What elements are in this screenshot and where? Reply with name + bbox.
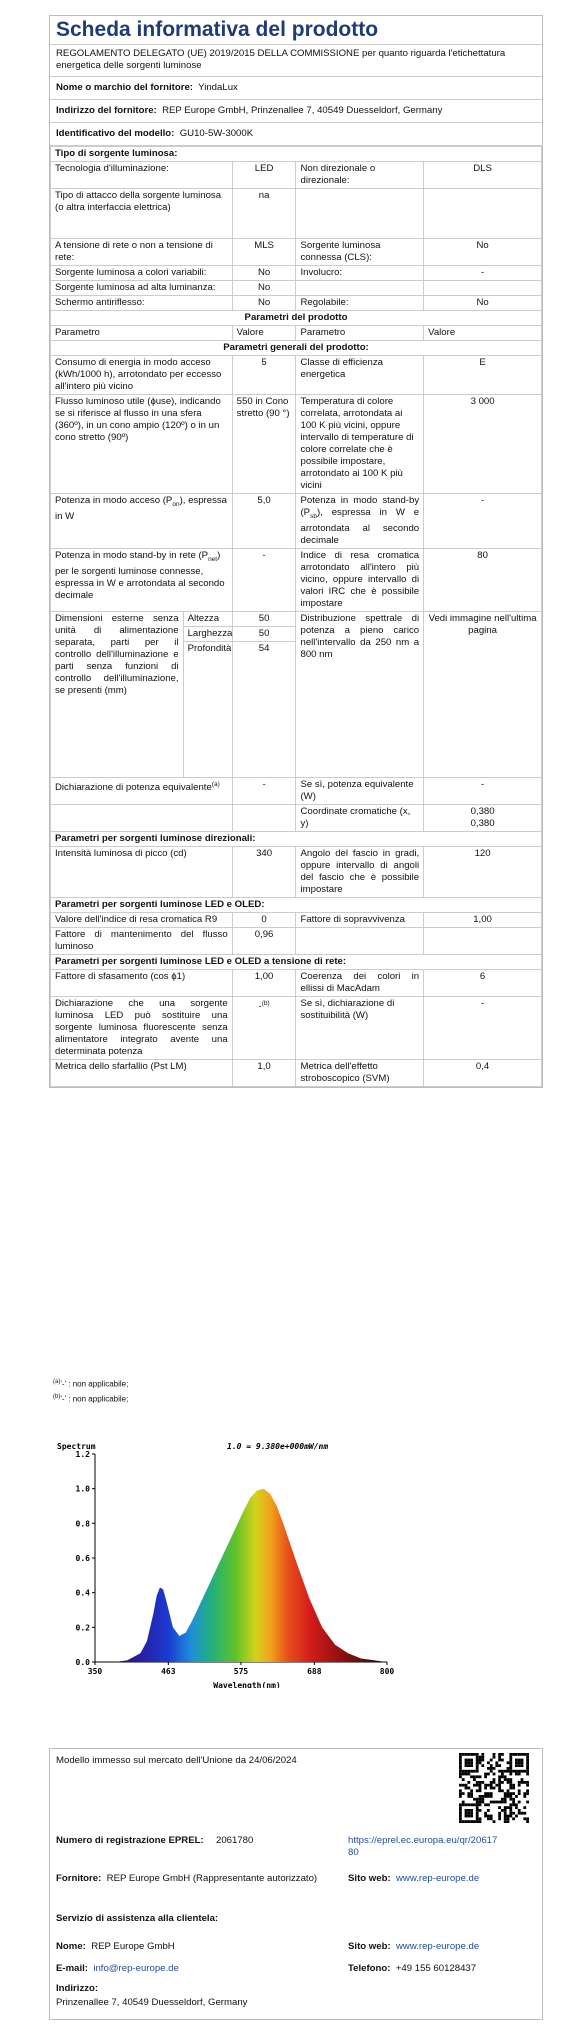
- y-tick-label: 0.8: [75, 1519, 90, 1529]
- table-row: Coordinate cromatiche (x, y) 0,380 0,380: [51, 804, 542, 831]
- spec-table: [50, 146, 542, 1087]
- directional-heading: Parametri per sorgenti luminose direzionali:: [51, 831, 542, 846]
- table-row: Tipo di attacco della sorgente luminosa (o altra interfaccia elettrica) na: [51, 189, 542, 239]
- chart-annotation: 1.0 = 9.380e+000mW/nm: [227, 1442, 329, 1451]
- website-link-2[interactable]: www.rep-europe.de: [395, 1941, 480, 1952]
- footnote: $^{(a)}$'-' : non applicabile;: [53, 1379, 129, 1389]
- email-link[interactable]: info@rep-europe.de: [93, 1963, 179, 1974]
- table-row: Sorgente luminosa ad alta luminanza: No: [51, 281, 542, 296]
- supplier-line: Fornitore: REP Europe GmbH (Rappresentante autorizzato): [56, 1873, 318, 1884]
- y-tick-label: 0.2: [75, 1623, 90, 1633]
- mains-heading: Parametri per sorgenti luminose LED e OLED a tensione di rete:: [51, 954, 542, 969]
- address-label: Indirizzo:: [56, 1983, 99, 1994]
- table-row: Valore dell'indice di resa cromatica R9 0 Fattore di sopravvivenza 1,00: [51, 912, 542, 927]
- email-line: E-mail: info@rep-europe.de: [56, 1963, 179, 1974]
- source-type-heading: Tipo di sorgente luminosa:: [51, 147, 542, 162]
- x-axis-label: Wavelength(nm): [213, 1681, 281, 1688]
- supplier-row: Nome o marchio del fornitore: YindaLux: [50, 77, 542, 100]
- product-information-sheet: [49, 15, 543, 1088]
- table-row: Larghezza 50: [51, 626, 542, 641]
- address-value: Prinzenallee 7, 40549 Duesseldorf, Germany: [56, 1997, 248, 2008]
- y-tick-label: 1.2: [75, 1450, 90, 1459]
- qr-code-icon: [459, 1753, 529, 1823]
- table-row: Fattore di mantenimento del flusso luminoso 0,96: [51, 927, 542, 954]
- spectrum-chart: [57, 1438, 413, 1688]
- x-tick-label: 575: [233, 1667, 249, 1676]
- table-row: Profondità 54: [51, 641, 542, 777]
- service-heading: Servizio di assistenza alla clientela:: [56, 1913, 219, 1924]
- table-row: Dichiarazione di potenza equivalente$^{(a)}$ - Se sì, potenza equivalente (W) -: [51, 777, 542, 804]
- table-row: Flusso luminoso utile (ɸuse), indicando se si riferisce al flusso in una sfera (360º), in un cono ampio (120º) o in un cono stretto (90º) 550 in Cono stretto (90 °) Temperatura di colore correlata, arrotondata ai 100 K più vicini, oppure intervallo di temperature di colore correlate che è possibile impostare, arrotondato ai 100 K più vicini 3 000: [51, 395, 542, 494]
- general-heading: Parametri generali del prodotto:: [51, 341, 542, 356]
- table-row: Schermo antiriflesso: No Regolabile: No: [51, 296, 542, 311]
- table-row: Tecnologia d'illuminazione: LED Non direzionale o direzionale: DLS: [51, 162, 542, 189]
- x-tick-label: 350: [87, 1667, 103, 1676]
- table-row: Dimensioni esterne senza unità di alimentazione separata, parti per il controllo dell'illuminazione e parti senza funzioni di controllo dell'illuminazione, se presenti (mm) Altezza 50 Distribuzione spettrale di potenza a pieno carico nell'intervallo da 250 nm a 800 nm Vedi immagine nell'ultima pagina: [51, 611, 542, 626]
- spectrum-area: [95, 1489, 387, 1662]
- chart-title: Spectrum: [57, 1442, 96, 1451]
- table-row: A tensione di rete o non a tensione di rete: MLS Sorgente luminosa connessa (CLS): No: [51, 239, 542, 266]
- spectrum-svg: [57, 1438, 413, 1688]
- footnote: $^{(b)}$'-' : non applicabile;: [53, 1393, 129, 1404]
- name-line: Nome: REP Europe GmbH: [56, 1941, 175, 1952]
- x-tick-label: 688: [307, 1667, 322, 1676]
- phone-line: Telefono: +49 155 60128437: [348, 1963, 477, 1974]
- table-row: Fattore di sfasamento (cos ϕ1) 1,00 Coerenza dei colori in ellissi di MacAdam 6: [51, 969, 542, 996]
- eprel-link[interactable]: https://eprel.ec.europa.eu/qr/2061780: [348, 1835, 498, 1858]
- website-link[interactable]: www.rep-europe.de: [395, 1873, 480, 1884]
- footnotes: [53, 1376, 128, 1405]
- market-date: Modello immesso sul mercato dell'Unione da 24/06/2024: [56, 1755, 297, 1766]
- params-heading: Parametri del prodotto: [51, 311, 542, 326]
- regulation-text: REGOLAMENTO DELEGATO (UE) 2019/2015 DELLA COMMISSIONE per quanto riguarda l'etichettatura energetica delle sorgenti luminose: [50, 45, 542, 77]
- y-tick-label: 0.0: [75, 1658, 90, 1667]
- table-row: Metrica dello sfarfallio (Pst LM) 1,0 Metrica dell'effetto stroboscopico (SVM) 0,4: [51, 1059, 542, 1086]
- table-row: Intensità luminosa di picco (cd) 340 Angolo del fascio in gradi, oppure intervallo di angoli del fascio che è possibile impostare 120: [51, 846, 542, 897]
- led-heading: Parametri per sorgenti luminose LED e OLED:: [51, 897, 542, 912]
- website-line: Sito web: www.rep-europe.de: [348, 1873, 480, 1884]
- eprel-value: 2061780: [216, 1835, 254, 1846]
- y-tick-label: 0.4: [75, 1588, 90, 1598]
- page-title: Scheda informativa del prodotto: [50, 16, 542, 45]
- table-row: Potenza in modo stand-by in rete $(P_{net})$ per le sorgenti luminose connesse, espressa in W e arrotondata al secondo decimale - Indice di resa cromatica arrotondato all'intero più vicino, oppure intervallo di valori IRC che è possibile impostare 80: [51, 548, 542, 611]
- table-row: Consumo di energia in modo acceso (kWh/1000 h), arrotondato per eccesso all'intero più vicino 5 Classe di efficienza energetica E: [51, 356, 542, 395]
- website-line-2: Sito web: www.rep-europe.de: [348, 1941, 480, 1952]
- eprel-label: Numero di registrazione EPREL:: [56, 1835, 204, 1846]
- footer-panel: [49, 1748, 543, 2020]
- column-headers: Parametro Valore Parametro Valore: [51, 326, 542, 341]
- y-tick-label: 0.6: [75, 1554, 90, 1563]
- table-row: Dichiarazione che una sorgente luminosa LED può sostituire una sorgente luminosa fluorescente senza alimentatore integrato avente una determinata potenza -$^{(b)}$ Se sì, dichiarazione di sostituibilità (W) -: [51, 996, 542, 1059]
- y-tick-label: 1.0: [75, 1484, 90, 1494]
- model-row: Identificativo del modello: GU10-5W-3000K: [50, 123, 542, 146]
- table-row: Sorgente luminosa a colori variabili: No Involucro: -: [51, 266, 542, 281]
- x-tick-label: 463: [161, 1667, 176, 1676]
- table-row: Potenza in modo acceso $(P_{on})$, espressa in W 5,0 Potenza in modo stand-by $(P_{sb})$, espressa in W e arrotondata al secondo decimale -: [51, 494, 542, 549]
- address-row: Indirizzo del fornitore: REP Europe GmbH, Prinzenallee 7, 40549 Duesseldorf, Germany: [50, 100, 542, 123]
- x-tick-label: 800: [379, 1667, 395, 1676]
